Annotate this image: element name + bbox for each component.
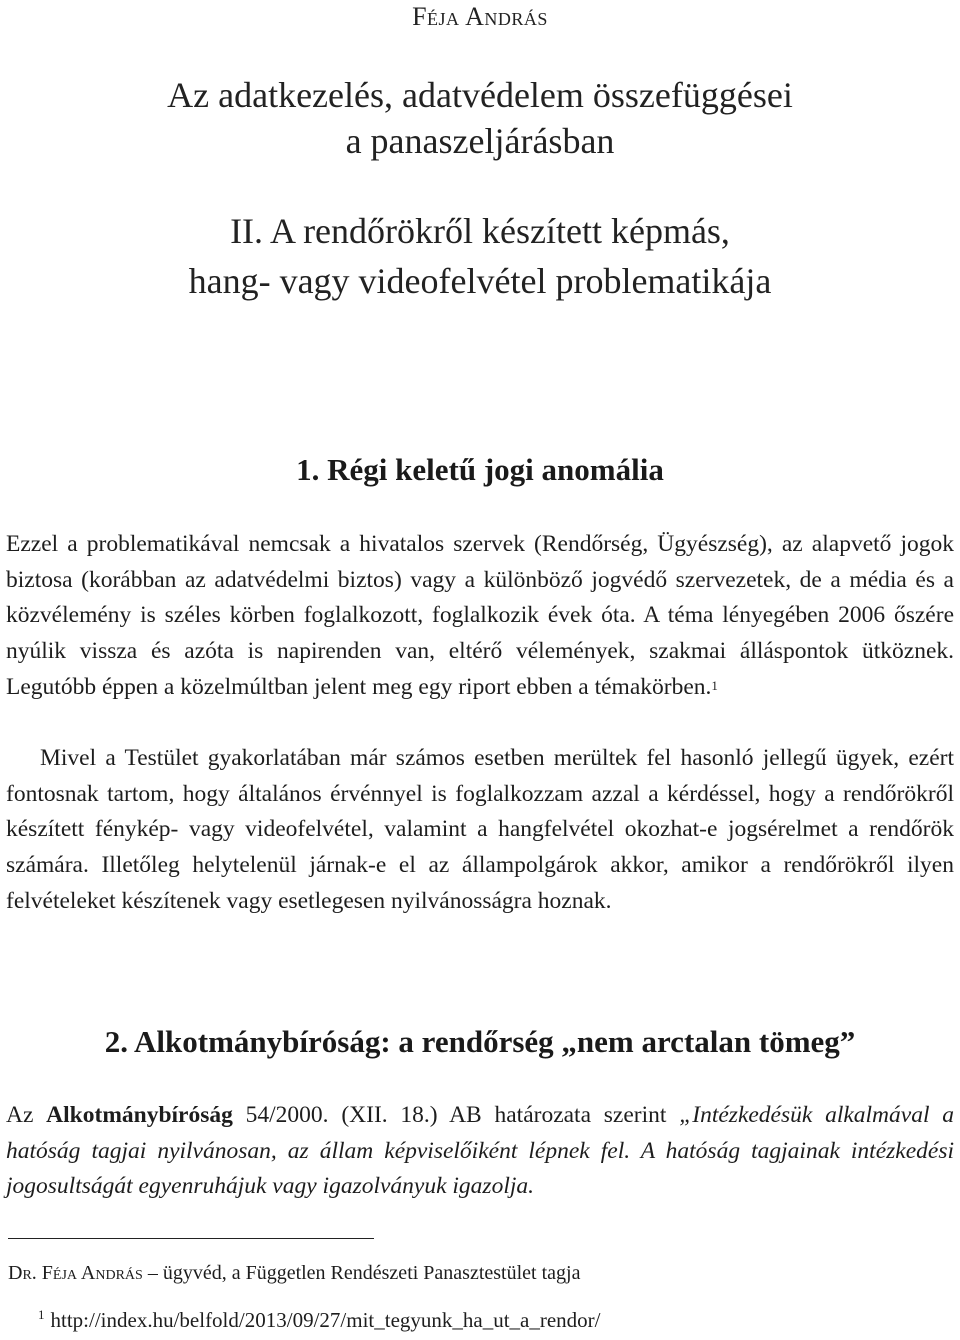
- section-1-heading: 1. Régi keletű jogi anomália: [296, 452, 664, 487]
- court-quote: „Intézkedésük alkalmával a hatóság tagjai nyilvánosan, az állam képviselőiként lépnek fel. A hatóság tagjainak intézkedési jogosultságát egyenruhájuk vagy igazolványuk igazolja.: [6, 1102, 954, 1200]
- section-2-paragraph: [6, 1098, 954, 1205]
- section-1-paragraph-2: Mivel a Testület gyakorlatában már számos esetben merültek fel hasonló jellegű ügyek, ezért fontosnak tartom, hogy általános érvénnyel is foglalkozzam azzal a kérdéssel, hogy a rendőrökről készített fénykép- vagy videofelvétel, valamint a hangfelvétel okozhat-e jogsérelmet a rendőrök számára. Illetőleg helytelenül járnak-e el az állampolgárok akkor, amikor a rendőrökről ilyen felvételeket készítenek vagy esetlegesen nyilvánosságra hoznak.: [6, 745, 954, 914]
- article-subtitle-line-2: hang- vagy videofelvétel problematikája: [188, 261, 772, 301]
- author-footnote: [8, 1262, 580, 1285]
- article-title: [0, 72, 960, 164]
- reference-footnote-mark: 1: [38, 1307, 45, 1322]
- article-title-line-2: a panaszeljárásban: [345, 121, 615, 161]
- article-title-line-1: Az adatkezelés, adatvédelem összefüggései: [167, 75, 793, 115]
- section-2-heading: 2. Alkotmánybíróság: a rendőrség „nem arctalan tömeg”: [104, 1024, 856, 1059]
- author-footnote-role: – ügyvéd, a Független Rendészeti Panasztestület tagja: [142, 1262, 581, 1284]
- article-subtitle: [0, 206, 960, 306]
- reference-footnote-url[interactable]: http://index.hu/belfold/2013/09/27/mit_tegyunk_ha_ut_a_rendor/: [50, 1308, 601, 1332]
- footnote-mark: 1: [711, 677, 718, 693]
- footnote-divider: [8, 1238, 374, 1239]
- paragraph-mid: 54/2000. (XII. 18.) AB határozata szerint: [232, 1102, 680, 1128]
- reference-footnote: [38, 1308, 601, 1333]
- paragraph-prefix: Az: [6, 1102, 47, 1128]
- author-footnote-name: Dr. Féja András: [8, 1262, 143, 1284]
- section-1-paragraph-1: [6, 527, 954, 706]
- court-name: Alkotmánybíróság: [46, 1102, 233, 1128]
- article-author: Féja András: [412, 2, 548, 31]
- paragraph-text: Ezzel a problematikával nemcsak a hivatalos szervek (Rendőrség, Ügyészség), az alapvető jogok biztosa (korábban az adatvédelmi biztos) vagy a különböző jogvédő szervezetek, de a média és a közvélemény is széles körben foglalkozott, foglalkozik évek óta. A téma lényegében 2006 őszére nyúlik vissza és azóta is napirenden van, eltérő vélemények, szakmai álláspontok ütköznek. Legutóbb éppen a közelmúltban jelent meg egy riport ebben a témakörben.: [6, 531, 954, 700]
- article-subtitle-line-1: II. A rendőrökről készített képmás,: [230, 211, 730, 251]
